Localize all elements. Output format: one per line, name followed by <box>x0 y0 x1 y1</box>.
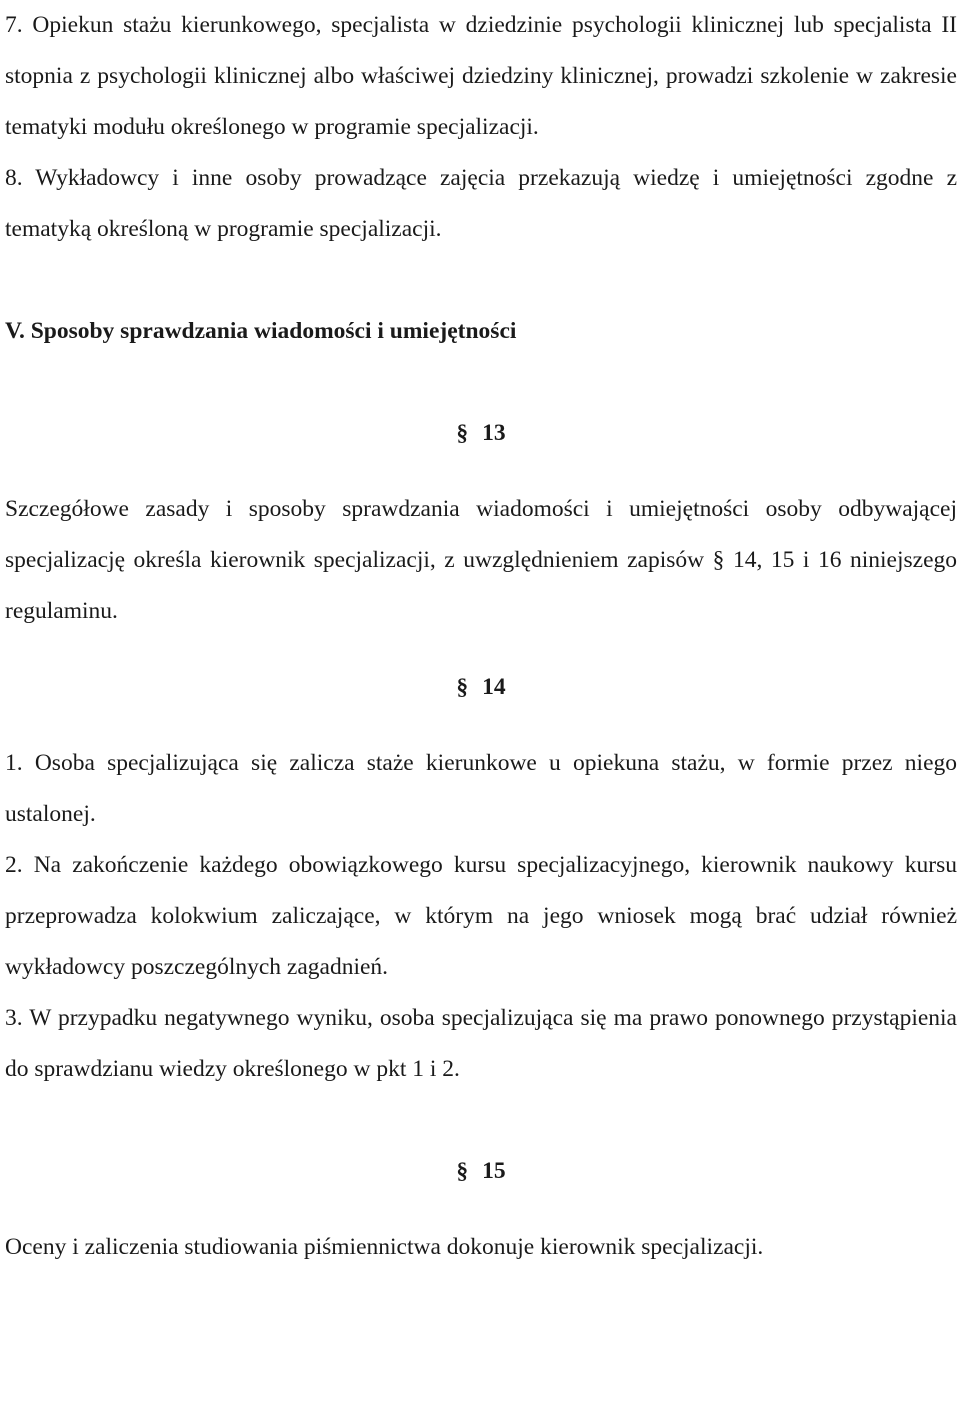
section-sign: § <box>456 420 469 446</box>
section-sign-reference: § <box>712 547 725 573</box>
section-sign: § <box>456 674 469 700</box>
section-v-heading: V. Sposoby sprawdzania wiadomości i umiejętności <box>5 318 517 344</box>
paragraph-item-8: 8. Wykładowcy i inne osoby prowadzące zajęcia przekazują wiedzę i umiejętności zgodne z tematyką określoną w programie specjalizacji. <box>5 165 957 242</box>
section-13-text-before: Szczegółowe zasady i sposoby sprawdzania wiadomości i umiejętności osoby odbywającej specjalizację określa kierownik specjalizacji, z uwzględnieniem zapisów <box>5 496 957 573</box>
paragraph-item-7: 7. Opiekun stażu kierunkowego, specjalista w dziedzinie psychologii klinicznej lub specjalista II stopnia z psychologii klinicznej albo właściwej dziedziny klinicznej, prowadzi szkolenie w zakresie tematyki modułu określonego w programie specjalizacji. <box>5 12 957 140</box>
section-13-text <box>5 484 957 637</box>
section-number: 15 <box>482 1158 506 1184</box>
spacer <box>5 357 957 408</box>
section-13-heading <box>5 408 957 459</box>
spacer <box>5 1197 957 1222</box>
spacer <box>5 1095 957 1146</box>
spacer <box>5 459 957 484</box>
section-14-item-2: 2. Na zakończenie każdego obowiązkowego kursu specjalizacyjnego, kierownik naukowy kursu przeprowadza kolokwium zaliczające, w którym na jego wniosek mogą brać udział również wykładowcy poszczególnych zagadnień. <box>5 852 957 980</box>
section-number: 14 <box>482 674 506 700</box>
section-14-item-1: 1. Osoba specjalizująca się zalicza staże kierunkowe u opiekuna stażu, w formie przez niego ustalonej. <box>5 750 957 827</box>
spacer <box>5 637 957 662</box>
spacer <box>5 713 957 738</box>
section-14-heading <box>5 662 957 713</box>
section-14-item-3: 3. W przypadku negatywnego wyniku, osoba specjalizująca się ma prawo ponownego przystąpienia do sprawdzianu wiedzy określonego w pkt 1 i 2. <box>5 1005 957 1082</box>
section-15-text: Oceny i zaliczenia studiowania piśmiennictwa dokonuje kierownik specjalizacji. <box>5 1234 764 1260</box>
section-13-text-after: 14, 15 i 16 niniejszego regulaminu. <box>5 547 958 624</box>
section-number: 13 <box>482 420 506 446</box>
spacer <box>5 255 957 306</box>
document-page <box>5 0 957 1273</box>
section-15-heading <box>5 1146 957 1197</box>
section-sign: § <box>456 1158 469 1184</box>
